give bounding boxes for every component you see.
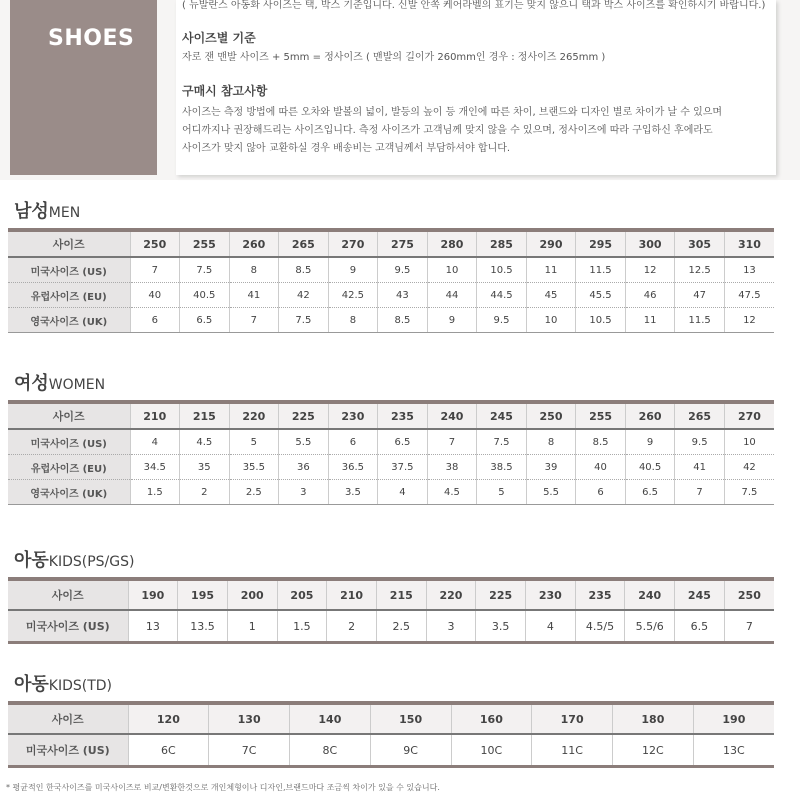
size-header-cell: 190: [693, 703, 774, 734]
size-cell: 7: [675, 480, 725, 505]
size-cell: 11.5: [576, 257, 626, 283]
size-cell: 13.5: [178, 610, 228, 643]
reference-line: 사이즈는 측정 방법에 따른 오차와 발볼의 넓이, 발등의 높이 등 개인에 따른 차이, 브랜드와 디자인 별로 차이가 날 수 있으며: [182, 107, 723, 118]
size-cell: 9.5: [675, 429, 725, 455]
size-header-cell: 220: [426, 579, 476, 610]
criteria-text: 자로 잰 맨발 사이즈 + 5mm = 정사이즈 ( 맨발의 길이가 260mm인 경우 : 정사이즈 265mm ): [182, 52, 606, 63]
size-cell: 34.5: [130, 455, 180, 480]
size-cell: 9: [625, 429, 675, 455]
size-cell: 10: [526, 308, 576, 333]
size-header-cell: 245: [675, 579, 725, 610]
kids-ps-gs-title-en: KIDS(PS/GS): [48, 554, 135, 570]
size-header-cell: 270: [328, 230, 378, 257]
size-cell: 11: [526, 257, 576, 283]
size-header-cell: 220: [229, 402, 279, 429]
size-header-cell: 225: [279, 402, 329, 429]
criteria-heading: 사이즈별 기준: [182, 31, 256, 45]
size-header-row: [8, 703, 774, 734]
size-header-cell: 250: [724, 579, 774, 610]
women-size-table: [8, 400, 774, 505]
size-cell: 7: [427, 429, 477, 455]
size-header-cell: 210: [327, 579, 377, 610]
size-header-cell: 260: [625, 402, 675, 429]
size-header-cell: 290: [526, 230, 576, 257]
size-cell: 3: [426, 610, 476, 643]
size-header-cell: 215: [376, 579, 426, 610]
kids-ps-gs-size-table: [8, 577, 774, 644]
size-cell: 6.5: [378, 429, 428, 455]
kids-td-section-title: [14, 670, 112, 696]
men-title-ko: 남성: [14, 201, 49, 222]
kids-size-notice: ( 뉴발란스 아동화 사이즈는 택, 박스 기준입니다. 신발 안쪽 케어라벨의 표기는 맞지 않으니 택과 박스 사이즈를 확인하시기 바랍니다.): [182, 0, 766, 11]
women-title-ko: 여성: [14, 373, 49, 394]
size-header-cell: 215: [180, 402, 230, 429]
size-header-row: [8, 579, 774, 610]
size-header-cell: 240: [427, 402, 477, 429]
kids-td-title-ko: 아동: [14, 674, 49, 695]
size-cell: 6: [328, 429, 378, 455]
row-label: 영국사이즈 (UK): [8, 480, 130, 505]
size-header-cell: 235: [378, 402, 428, 429]
row-label: 영국사이즈 (UK): [8, 308, 130, 333]
size-header-cell: 240: [625, 579, 675, 610]
size-cell: 4.5: [180, 429, 230, 455]
size-row: [8, 455, 774, 480]
size-cell: 3.5: [328, 480, 378, 505]
shoes-category-box: [10, 0, 157, 175]
size-cell: 41: [675, 455, 725, 480]
size-header-cell: 130: [209, 703, 290, 734]
size-row: [8, 480, 774, 505]
size-header-cell: 195: [178, 579, 228, 610]
kids-td-size-table: [8, 701, 774, 768]
size-header-cell: 235: [575, 579, 625, 610]
size-cell: 3: [279, 480, 329, 505]
size-cell: 4.5: [427, 480, 477, 505]
size-header-cell: 245: [477, 402, 527, 429]
size-header-row: [8, 402, 774, 429]
size-cell: 11: [625, 308, 675, 333]
size-cell: 43: [378, 283, 428, 308]
size-cell: 6.5: [675, 610, 725, 643]
size-cell: 7: [724, 610, 774, 643]
size-cell: 12C: [613, 734, 694, 767]
size-header-cell: 305: [675, 230, 725, 257]
row-label: 미국사이즈 (US): [8, 429, 130, 455]
size-cell: 7.5: [477, 429, 527, 455]
size-header-cell: 150: [370, 703, 451, 734]
size-cell: 3.5: [476, 610, 526, 643]
size-row: [8, 283, 774, 308]
row-label: 사이즈: [8, 703, 128, 734]
size-cell: 35.5: [229, 455, 279, 480]
size-header-cell: 265: [279, 230, 329, 257]
size-cell: 4: [130, 429, 180, 455]
size-cell: 6.5: [625, 480, 675, 505]
size-cell: 7.5: [724, 480, 774, 505]
size-cell: 2.5: [376, 610, 426, 643]
size-cell: 5.5/6: [625, 610, 675, 643]
size-cell: 45.5: [576, 283, 626, 308]
size-row: [8, 734, 774, 767]
size-cell: 36: [279, 455, 329, 480]
size-row: [8, 257, 774, 283]
reference-line: 사이즈가 맞지 않아 교환하실 경우 배송비는 고객님께서 부담하셔야 합니다.: [182, 143, 511, 154]
kids-ps-gs-title-ko: 아동: [14, 550, 49, 571]
kids-td-title-en: KIDS(TD): [48, 678, 113, 694]
size-header-cell: 270: [724, 402, 774, 429]
size-cell: 35: [180, 455, 230, 480]
size-cell: 10: [724, 429, 774, 455]
size-header-cell: 120: [128, 703, 209, 734]
size-cell: 6: [576, 480, 626, 505]
size-header-cell: 295: [576, 230, 626, 257]
size-header-cell: 180: [613, 703, 694, 734]
size-cell: 5: [229, 429, 279, 455]
size-cell: 13: [128, 610, 178, 643]
size-cell: 40: [130, 283, 180, 308]
size-cell: 8: [229, 257, 279, 283]
size-cell: 40.5: [180, 283, 230, 308]
size-cell: 1.5: [277, 610, 327, 643]
size-cell: 44: [427, 283, 477, 308]
size-cell: 4.5/5: [575, 610, 625, 643]
size-cell: 8C: [290, 734, 371, 767]
size-cell: 9.5: [378, 257, 428, 283]
size-cell: 11.5: [675, 308, 725, 333]
size-cell: 5.5: [279, 429, 329, 455]
size-cell: 7.5: [279, 308, 329, 333]
size-cell: 42: [279, 283, 329, 308]
row-label: 유럽사이즈 (EU): [8, 283, 130, 308]
size-header-cell: 280: [427, 230, 477, 257]
size-cell: 8: [328, 308, 378, 333]
size-cell: 38.5: [477, 455, 527, 480]
size-header-cell: 250: [130, 230, 180, 257]
size-header-cell: 255: [576, 402, 626, 429]
size-cell: 5: [477, 480, 527, 505]
size-cell: 38: [427, 455, 477, 480]
size-header-cell: 170: [532, 703, 613, 734]
size-cell: 12.5: [675, 257, 725, 283]
size-cell: 13C: [693, 734, 774, 767]
size-header-cell: 265: [675, 402, 725, 429]
size-cell: 39: [526, 455, 576, 480]
size-cell: 7: [130, 257, 180, 283]
size-cell: 47: [675, 283, 725, 308]
size-header-cell: 285: [477, 230, 527, 257]
size-row: [8, 610, 774, 643]
size-row: [8, 429, 774, 455]
size-header-cell: 255: [180, 230, 230, 257]
row-label: 사이즈: [8, 579, 128, 610]
size-cell: 10.5: [576, 308, 626, 333]
reference-line: 어디까지나 권장해드리는 사이즈입니다. 측정 사이즈가 고객님께 맞지 않을 수 있으며, 정사이즈에 따라 구입하신 후에라도: [182, 125, 713, 136]
size-header-cell: 190: [128, 579, 178, 610]
size-row: [8, 308, 774, 333]
size-header-cell: 210: [130, 402, 180, 429]
men-section-title: [14, 197, 80, 223]
row-label: 미국사이즈 (US): [8, 610, 128, 643]
size-cell: 12: [625, 257, 675, 283]
size-cell: 4: [378, 480, 428, 505]
size-cell: 8.5: [279, 257, 329, 283]
size-header-cell: 230: [526, 579, 576, 610]
size-cell: 1: [227, 610, 277, 643]
size-cell: 7.5: [180, 257, 230, 283]
size-cell: 1.5: [130, 480, 180, 505]
size-cell: 6: [130, 308, 180, 333]
size-cell: 13: [724, 257, 774, 283]
size-cell: 6C: [128, 734, 209, 767]
row-label: 사이즈: [8, 230, 130, 257]
footnote: * 평균적인 한국사이즈를 미국사이즈로 비교/변환한것으로 개인체형이나 디자인,브랜드마다 조금씩 차이가 있을 수 있습니다.: [6, 783, 440, 792]
size-cell: 8: [526, 429, 576, 455]
size-header-cell: 200: [227, 579, 277, 610]
men-title-en: MEN: [48, 205, 81, 221]
size-cell: 12: [724, 308, 774, 333]
guide-header-band: [0, 0, 800, 180]
size-cell: 44.5: [477, 283, 527, 308]
reference-heading: 구매시 참고사항: [182, 84, 268, 98]
size-header-cell: 230: [328, 402, 378, 429]
row-label: 사이즈: [8, 402, 130, 429]
size-header-cell: 310: [724, 230, 774, 257]
size-cell: 36.5: [328, 455, 378, 480]
size-cell: 42.5: [328, 283, 378, 308]
size-header-cell: 275: [378, 230, 428, 257]
size-header-row: [8, 230, 774, 257]
size-cell: 9C: [370, 734, 451, 767]
size-cell: 8.5: [378, 308, 428, 333]
shoes-title: SHOES: [48, 26, 135, 51]
size-header-cell: 160: [451, 703, 532, 734]
size-cell: 40: [576, 455, 626, 480]
size-cell: 45: [526, 283, 576, 308]
size-cell: 9: [328, 257, 378, 283]
kids-ps-gs-section-title: [14, 546, 134, 572]
size-info-panel: [176, 0, 776, 175]
size-cell: 2.5: [229, 480, 279, 505]
size-cell: 46: [625, 283, 675, 308]
size-header-cell: 205: [277, 579, 327, 610]
size-cell: 40.5: [625, 455, 675, 480]
men-size-table: [8, 228, 774, 333]
size-header-cell: 225: [476, 579, 526, 610]
size-cell: 37.5: [378, 455, 428, 480]
size-cell: 2: [327, 610, 377, 643]
women-title-en: WOMEN: [48, 377, 106, 393]
size-cell: 7C: [209, 734, 290, 767]
size-cell: 2: [180, 480, 230, 505]
size-cell: 11C: [532, 734, 613, 767]
size-cell: 9.5: [477, 308, 527, 333]
row-label: 유럽사이즈 (EU): [8, 455, 130, 480]
size-cell: 9: [427, 308, 477, 333]
women-section-title: [14, 369, 105, 395]
size-cell: 41: [229, 283, 279, 308]
size-header-cell: 260: [229, 230, 279, 257]
size-header-cell: 250: [526, 402, 576, 429]
row-label: 미국사이즈 (US): [8, 734, 128, 767]
size-cell: 4: [526, 610, 576, 643]
size-cell: 42: [724, 455, 774, 480]
size-cell: 10: [427, 257, 477, 283]
size-cell: 6.5: [180, 308, 230, 333]
size-header-cell: 140: [290, 703, 371, 734]
size-header-cell: 300: [625, 230, 675, 257]
size-cell: 47.5: [724, 283, 774, 308]
row-label: 미국사이즈 (US): [8, 257, 130, 283]
size-cell: 5.5: [526, 480, 576, 505]
size-cell: 10.5: [477, 257, 527, 283]
size-cell: 10C: [451, 734, 532, 767]
size-cell: 8.5: [576, 429, 626, 455]
size-cell: 7: [229, 308, 279, 333]
